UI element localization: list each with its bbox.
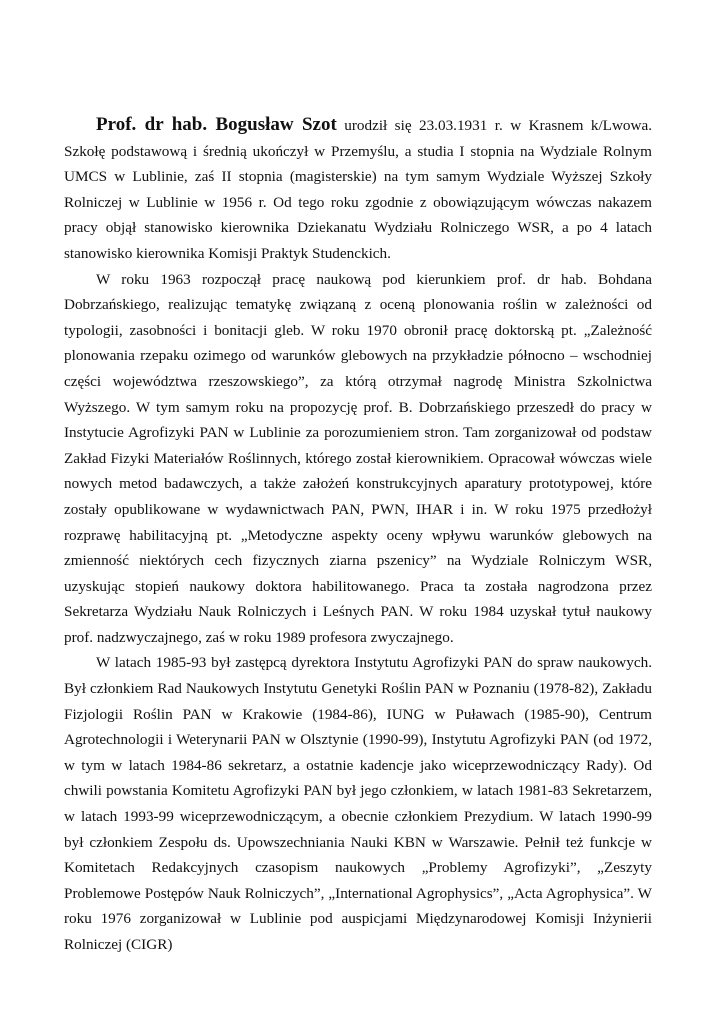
- author-name: Prof. dr hab. Bogusław Szot: [96, 114, 337, 135]
- biography-text: [64, 112, 652, 958]
- paragraph-2: W roku 1963 rozpoczął pracę naukową pod kierunkiem prof. dr hab. Bohdana Dobrzańskiego, realizując tematykę związaną z oceną plonowania roślin w zależności od typologii, zasobności i bonitacji gleb. W roku 1970 obronił pracę doktorską pt. „Zależność plonowania rzepaku ozimego od warunków glebowych na przykładzie północno – wschodniej części województwa rzeszowskiego”, za którą otrzymał nagrodę Ministra Szkolnictwa Wyższego. W tym samym roku na propozycję prof. B. Dobrzańskiego przeszedł do pracy w Instytucie Agrofizyki PAN w Lublinie za porozumieniem stron. Tam zorganizował od podstaw Zakład Fizyki Materiałów Roślinnych, którego został kierownikiem. Opracował wówczas wiele nowych metod badawczych, a także założeń konstrukcyjnych aparatury prototypowej, które zostały opublikowane w wydawnictwach PAN, PWN, IHAR i in. W roku 1975 przedłożył rozprawę habilitacyjną pt. „Metodyczne aspekty oceny wpływu warunków glebowych na zmienność niektórych cech fizycznych ziarna pszenicy” na Wydziale Rolniczym WSR, uzyskując stopień naukowy doktora habilitowanego. Praca ta została nagrodzona przez Sekretarza Wydziału Nauk Rolniczych i Leśnych PAN. W roku 1984 uzyskał tytuł naukowy prof. nadzwyczajnego, zaś w roku 1989 profesora zwyczajnego.: [64, 270, 652, 646]
- paragraph-1: [64, 112, 652, 267]
- paragraph-1-text: urodził się 23.03.1931 r. w Krasnem k/Lwowa. Szkołę podstawową i średnią ukończył w Przemyślu, a studia I stopnia na Wydziale Rolnym UMCS w Lublinie, zaś II stopnia (magisterskie) na tym samym Wydziale Wyższej Szkoły Rolniczej w Lublinie w 1956 r. Od tego roku zgodnie z obowiązującym wówczas nakazem pracy objął stanowisko kierownika Dziekanatu Wydziału Rolniczego WSR, a po 4 latach stanowisko kierownika Komisji Praktyk Studenckich.: [64, 117, 653, 262]
- paragraph-3: W latach 1985-93 był zastępcą dyrektora Instytutu Agrofizyki PAN do spraw naukowych. Był członkiem Rad Naukowych Instytutu Genetyki Roślin PAN w Poznaniu (1978-82), Zakładu Fizjologii Roślin PAN w Krakowie (1984-86), IUNG w Puławach (1985-90), Centrum Agrotechnologii i Weterynarii PAN w Olsztynie (1990-99), Instytutu Agrofizyki PAN (od 1972, w tym w latach 1984-86 sekretarz, a ostatnie kadencje jako wiceprzewodniczący Rady). Od chwili powstania Komitetu Agrofizyki PAN był jego członkiem, w latach 1981-83 Sekretarzem, w latach 1993-99 wiceprzewodniczącym, a obecnie członkiem Prezydium. W latach 1990-99 był członkiem Zespołu ds. Upowszechniania Nauki KBN w Warszawie. Pełnił też funkcje w Komitetach Redakcyjnych czasopism naukowych „Problemy Agrofizyki”, „Zeszyty Problemowe Postępów Nauk Rolniczych”, „International Agrophysics”, „Acta Agrophysica”. W roku 1976 zorganizował w Lublinie pod auspicjami Międzynarodowej Komisji Inżynierii Rolniczej (CIGR): [64, 654, 652, 953]
